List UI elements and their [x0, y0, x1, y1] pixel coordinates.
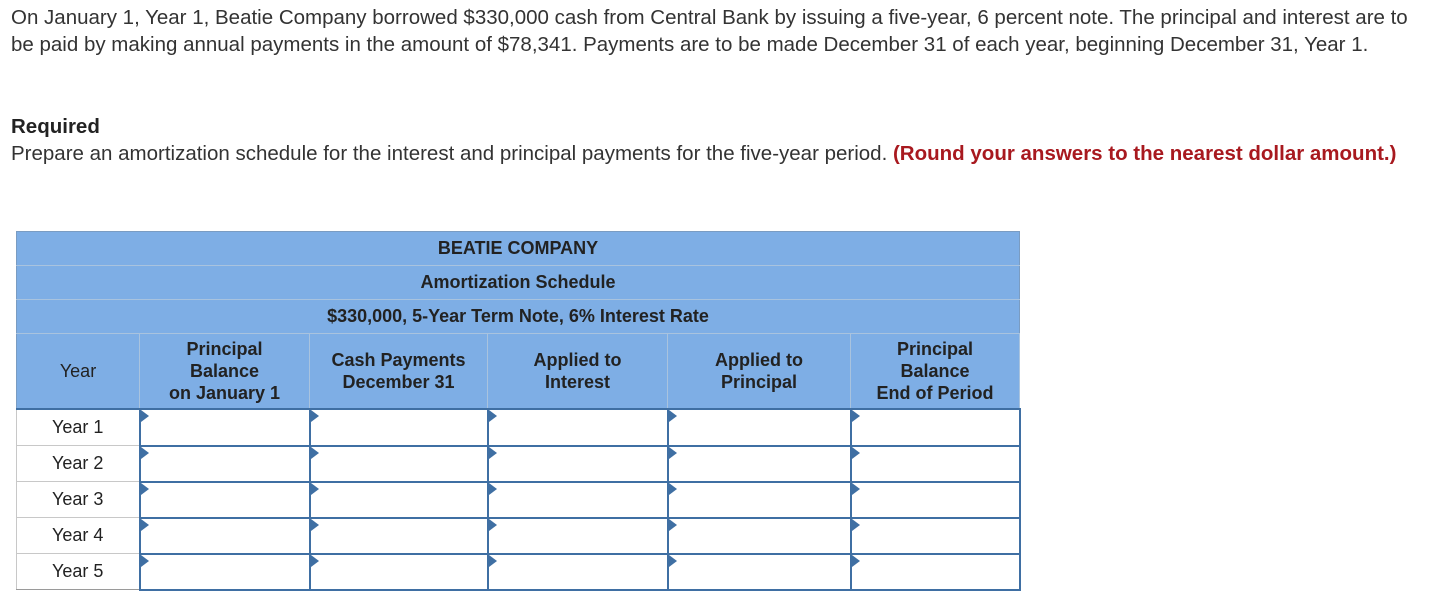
applied-principal-cell	[668, 446, 851, 482]
principal-begin-input[interactable]	[141, 410, 309, 445]
company-name: BEATIE COMPANY	[17, 232, 1020, 266]
row-year-label: Year 5	[17, 554, 140, 590]
cash-payment-cell	[310, 482, 488, 518]
cash-payment-cell	[310, 518, 488, 554]
table-row	[17, 518, 1020, 554]
principal-begin-cell	[140, 554, 310, 590]
applied-interest-cell	[488, 482, 668, 518]
principal-end-input[interactable]	[852, 410, 1019, 445]
cash-payment-input[interactable]	[311, 447, 487, 481]
applied-principal-input[interactable]	[669, 555, 850, 589]
applied-interest-input[interactable]	[489, 555, 667, 589]
principal-end-input[interactable]	[852, 519, 1019, 553]
row-year-label: Year 1	[17, 409, 140, 446]
cash-payment-input[interactable]	[311, 410, 487, 445]
cash-payment-cell	[310, 409, 488, 446]
row-year-label: Year 4	[17, 518, 140, 554]
schedule-title: Amortization Schedule	[17, 266, 1020, 300]
note-description: $330,000, 5-Year Term Note, 6% Interest Rate	[17, 300, 1020, 334]
col-header-year: Year	[17, 334, 140, 410]
principal-end-cell	[851, 409, 1020, 446]
principal-end-cell	[851, 482, 1020, 518]
col-header-principal-begin: Principal Balance on January 1	[140, 334, 310, 410]
applied-principal-input[interactable]	[669, 519, 850, 553]
applied-interest-cell	[488, 554, 668, 590]
principal-begin-input[interactable]	[141, 519, 309, 553]
col-header-cash-payments: Cash Payments December 31	[310, 334, 488, 410]
principal-begin-input[interactable]	[141, 483, 309, 517]
principal-end-cell	[851, 554, 1020, 590]
applied-principal-cell	[668, 554, 851, 590]
principal-end-input[interactable]	[852, 555, 1019, 589]
col-header-applied-principal: Applied to Principal	[668, 334, 851, 410]
cash-payment-input[interactable]	[311, 483, 487, 517]
principal-begin-cell	[140, 518, 310, 554]
schedule-body	[17, 409, 1020, 590]
row-year-label: Year 3	[17, 482, 140, 518]
applied-principal-input[interactable]	[669, 410, 850, 445]
cash-payment-cell	[310, 554, 488, 590]
applied-interest-input[interactable]	[489, 483, 667, 517]
table-row	[17, 482, 1020, 518]
applied-principal-cell	[668, 482, 851, 518]
col-header-applied-interest: Applied to Interest	[488, 334, 668, 410]
applied-interest-cell	[488, 518, 668, 554]
applied-interest-cell	[488, 409, 668, 446]
row-year-label: Year 2	[17, 446, 140, 482]
rounding-note: (Round your answers to the nearest dollar amount.)	[892, 142, 1397, 165]
principal-end-input[interactable]	[852, 483, 1019, 517]
table-row	[17, 554, 1020, 590]
instructions	[11, 140, 1423, 167]
col-header-principal-end: Principal Balance End of Period	[851, 334, 1020, 410]
instructions-text: Prepare an amortization schedule for the interest and principal payments for the five-year period.	[11, 142, 893, 165]
problem-statement: On January 1, Year 1, Beatie Company borrowed $330,000 cash from Central Bank by issuing a five-year, 6 percent note. The principal and interest are to be paid by making annual payments in the amount of $78,341. Payments are to be made December 31 of each year, beginning December 31, Year 1.	[11, 6, 1408, 56]
principal-begin-cell	[140, 482, 310, 518]
applied-principal-input[interactable]	[669, 483, 850, 517]
table-row	[17, 409, 1020, 446]
principal-end-input[interactable]	[852, 447, 1019, 481]
principal-begin-input[interactable]	[141, 555, 309, 589]
applied-principal-cell	[668, 518, 851, 554]
applied-principal-input[interactable]	[669, 447, 850, 481]
cash-payment-cell	[310, 446, 488, 482]
cash-payment-input[interactable]	[311, 519, 487, 553]
principal-begin-input[interactable]	[141, 447, 309, 481]
principal-end-cell	[851, 518, 1020, 554]
principal-begin-cell	[140, 446, 310, 482]
applied-interest-input[interactable]	[489, 410, 667, 445]
required-heading: Required	[11, 115, 100, 138]
table-row	[17, 446, 1020, 482]
applied-principal-cell	[668, 409, 851, 446]
applied-interest-input[interactable]	[489, 447, 667, 481]
applied-interest-cell	[488, 446, 668, 482]
cash-payment-input[interactable]	[311, 555, 487, 589]
principal-begin-cell	[140, 409, 310, 446]
amortization-schedule-table	[16, 231, 1021, 591]
applied-interest-input[interactable]	[489, 519, 667, 553]
principal-end-cell	[851, 446, 1020, 482]
